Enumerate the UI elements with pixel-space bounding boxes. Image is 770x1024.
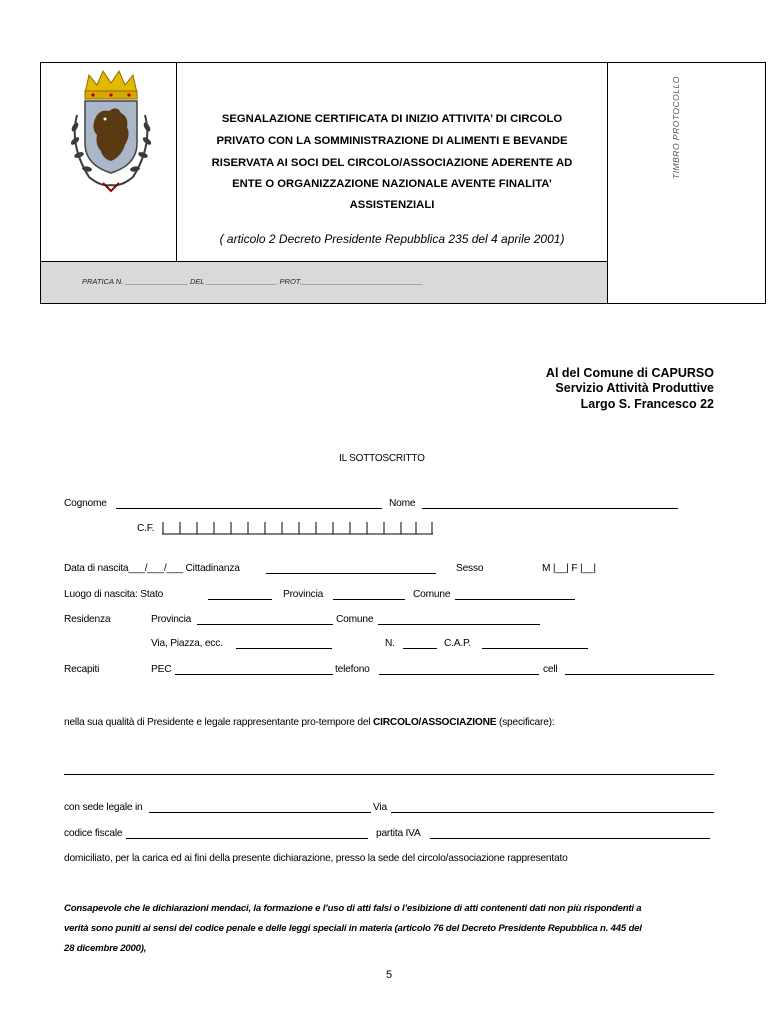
res-comune-label: Comune (336, 614, 374, 625)
recapiti-label: Recapiti (64, 664, 100, 675)
provincia-field[interactable] (333, 590, 405, 600)
page-number: 5 (386, 969, 393, 981)
municipal-coat-of-arms (55, 65, 167, 197)
form-title-line-1: SEGNALAZIONE CERTIFICATA DI INIZIO ATTIVITA’ DI CIRCOLO (221, 113, 563, 125)
pec-label: PEC (151, 664, 172, 675)
cap-label: C.A.P. (444, 638, 471, 649)
cell-label: cell (543, 664, 558, 675)
consapevole-line-1: Consapevole che le dichiarazioni mendaci, la formazione e l’uso di atti falsi o l’esibizione di atti contenenti dati non più rispondenti a (64, 903, 642, 914)
res-comune-field[interactable] (378, 615, 540, 625)
qualita-text (64, 717, 554, 728)
via2-field[interactable] (391, 803, 714, 813)
protocol-stamp-label: TIMBRO PROTOCOLLO (671, 76, 681, 179)
codice-fiscale-field[interactable] (126, 829, 368, 839)
nome-label: Nome (389, 498, 416, 509)
cf-label: C.F. (137, 523, 155, 534)
pratica-line: PRATICA N. _______________ DEL _________________ PROT._____________________________ (82, 277, 423, 286)
logo-cell (41, 63, 177, 261)
codice-fiscale-label: codice fiscale (64, 828, 123, 839)
nome-field[interactable] (422, 499, 678, 509)
sede-legale-label: con sede legale in (64, 802, 143, 813)
via2-label: Via (373, 802, 387, 813)
qualita-bold: CIRCOLO/ASSOCIAZIONE (372, 717, 497, 728)
sottoscritto-heading: IL SOTTOSCRITTO (339, 453, 425, 464)
form-title-line-2: PRIVATO CON LA SOMMINISTRAZIONE DI ALIMENTI E BEVANDE (216, 135, 568, 147)
numero-field[interactable] (403, 639, 437, 649)
cf-input-boxes[interactable] (162, 521, 434, 535)
comune-field[interactable] (455, 590, 575, 600)
title-cell (177, 63, 607, 261)
form-title-line-5: ASSISTENZIALI (349, 199, 435, 211)
cap-field[interactable] (482, 639, 588, 649)
qualita-post: (specificare): (496, 717, 555, 728)
partita-iva-field[interactable] (430, 829, 710, 839)
residenza-label: Residenza (64, 614, 111, 625)
pec-field[interactable] (175, 665, 333, 675)
partita-iva-label: partita IVA (376, 828, 421, 839)
circolo-name-field[interactable] (64, 765, 714, 775)
sede-legale-field[interactable] (149, 803, 371, 813)
comune-label: Comune (413, 589, 451, 600)
numero-label: N. (385, 638, 395, 649)
consapevole-line-2: verità sono puniti ai sensi del codice penale e delle leggi speciali in materia (articolo 76 del Decreto Presidente Repubblica n. 445 del (64, 923, 642, 934)
data-nascita-cittadinanza-label: Data di nascita___/___/___ Cittadinanza (64, 563, 240, 574)
cognome-field[interactable] (116, 499, 382, 509)
provincia-label: Provincia (283, 589, 324, 600)
res-provincia-label: Provincia (151, 614, 192, 625)
consapevole-line-3: 28 dicembre 2000), (64, 943, 147, 954)
address-line-2: Servizio Attività Produttive (555, 381, 714, 395)
res-provincia-field[interactable] (197, 615, 333, 625)
stato-field[interactable] (208, 590, 272, 600)
sesso-label: Sesso (456, 563, 484, 574)
telefono-field[interactable] (379, 665, 539, 675)
luogo-nascita-label: Luogo di nascita: Stato (64, 589, 164, 600)
address-line-1: Al del Comune di CAPURSO (545, 366, 714, 380)
protocol-stamp-cell (607, 63, 765, 303)
cognome-label: Cognome (64, 498, 107, 509)
via-field[interactable] (236, 639, 332, 649)
via-label: Via, Piazza, ecc. (151, 638, 223, 649)
pratica-bar (41, 261, 607, 303)
telefono-label: telefono (335, 664, 370, 675)
qualita-pre: nella sua qualità di Presidente e legale rappresentante pro-tempore del (64, 717, 373, 728)
cittadinanza-field[interactable] (266, 564, 436, 574)
form-title-line-4: ENTE O ORGANIZZAZIONE NAZIONALE AVENTE FINALITA’ (232, 178, 552, 190)
domiciliato-text: domiciliato, per la carica ed ai fini della presente dichiarazione, presso la sede del circolo/associazione rappresentato (64, 853, 568, 864)
form-subtitle: ( articolo 2 Decreto Presidente Repubblica 235 del 4 aprile 2001) (219, 232, 565, 246)
address-line-3: Largo S. Francesco 22 (580, 397, 714, 411)
form-title-line-3: RISERVATA AI SOCI DEL CIRCOLO/ASSOCIAZIONE ADERENTE AD (211, 157, 573, 169)
cell-field[interactable] (565, 665, 714, 675)
sesso-options[interactable]: M |__| F |__| (542, 563, 596, 574)
